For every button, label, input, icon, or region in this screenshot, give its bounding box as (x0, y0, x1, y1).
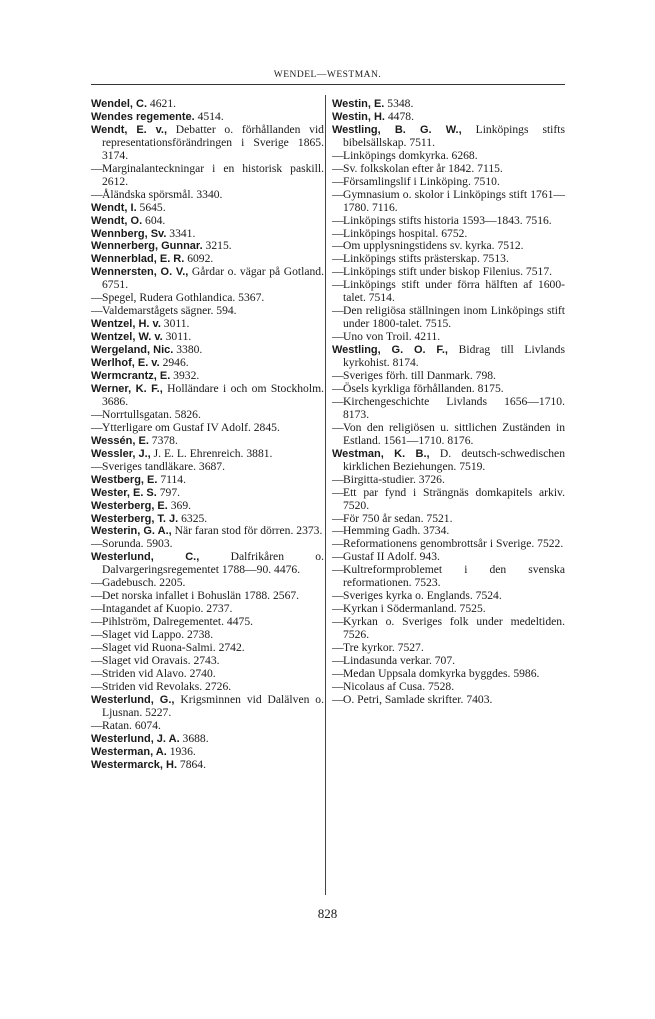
ditto-dash: — (332, 589, 344, 603)
ditto-dash: — (332, 304, 344, 318)
ditto-dash: — (332, 679, 344, 693)
entry-text: Ett par fynd i Strängnäs domkapitels arkiv. 7520. (343, 485, 565, 512)
entry-text: 6325. (178, 511, 208, 525)
ditto-dash: — (332, 641, 344, 655)
index-entry (91, 422, 324, 435)
entry-text: 3932. (170, 369, 200, 383)
index-entry (91, 163, 324, 189)
entry-text: Holländare i och om Stockholm. 3686. (102, 381, 324, 408)
entry-text: Sorunda. 5903. (102, 537, 173, 551)
ditto-dash: — (332, 148, 344, 162)
author-name: Wermcrantz, E. (91, 370, 171, 383)
entry-text: Församlingslif i Linköping. 7510. (343, 174, 500, 188)
index-entry (91, 461, 324, 474)
ditto-dash: — (332, 394, 344, 408)
entry-text: Kultreformproblemet i den svenska reformationen. 7523. (343, 563, 565, 590)
ditto-dash: — (91, 718, 103, 732)
entry-text: Gadebusch. 2205. (102, 576, 186, 590)
ditto-dash: — (332, 602, 344, 616)
entry-text: Striden vid Alavo. 2740. (102, 666, 216, 680)
author-name: Westman, K. B., (332, 447, 430, 460)
entry-text: Tre kyrkor. 7527. (343, 641, 424, 655)
entry-text: Linköpings domkyrka. 6268. (343, 148, 478, 162)
ditto-dash: — (332, 511, 344, 525)
ditto-dash: — (91, 291, 103, 305)
ditto-dash: — (332, 213, 344, 227)
entry-text: Linköpings stifts prästerskap. 7513. (343, 252, 509, 266)
author-name: Wendt, O. (91, 214, 143, 227)
header-rule (91, 84, 565, 85)
ditto-dash: — (332, 485, 344, 499)
ditto-dash: — (91, 628, 103, 642)
entry-text: 1936. (166, 744, 196, 758)
index-entry (91, 305, 324, 318)
index-entry (91, 474, 324, 487)
entry-text: När faran stod för dörren. 2373. (171, 524, 323, 538)
ditto-dash: — (91, 615, 103, 629)
index-entry (332, 189, 565, 215)
ditto-dash: — (91, 537, 103, 551)
author-name: Wendt, E. v., (91, 123, 168, 136)
entry-text: Gustaf II Adolf. 943. (343, 550, 440, 564)
entry-text: Pihlström, Dalregementet. 4475. (102, 615, 254, 629)
entry-text: Kyrkan i Södermanland. 7525. (343, 602, 486, 616)
ditto-dash: — (332, 330, 344, 344)
entry-text: Slaget vid Lappo. 2738. (102, 628, 214, 642)
author-name: Westling, G. O. F., (332, 344, 448, 357)
index-entry (91, 357, 324, 370)
entry-text: 4621. (147, 97, 177, 110)
index-entry (91, 746, 324, 759)
author-name: Westling, B. G. W., (332, 123, 462, 136)
index-entry (91, 694, 324, 720)
index-entry (332, 124, 565, 150)
index-entry (332, 616, 565, 642)
left-column (91, 98, 324, 772)
index-entry (91, 344, 324, 357)
entry-text: Spegel, Rudera Gothlandica. 5367. (102, 291, 265, 305)
ditto-dash: — (332, 615, 344, 629)
ditto-dash: — (332, 381, 344, 395)
entry-text: Uno von Troil. 4211. (343, 330, 441, 344)
author-name: Wennerblad, E. R. (91, 253, 185, 266)
author-name: Wester, E. S. (91, 486, 157, 499)
ditto-dash: — (332, 666, 344, 680)
author-name: Wendes regemente. (91, 110, 195, 123)
author-name: Westerberg, T. J. (91, 512, 179, 525)
ditto-dash: — (91, 576, 103, 590)
index-entry (91, 759, 324, 772)
entry-text: D. deutsch-schwedischen kirklichen Beziehungen. 7519. (343, 446, 565, 473)
author-name: Wendel, C. (91, 98, 148, 110)
entry-text: Von den religiösen u. sittlichen Zuständen in Estland. 1561—1710. 8176. (343, 420, 565, 447)
author-name: Wessén, E. (91, 434, 149, 447)
index-entry (91, 500, 324, 513)
ditto-dash: — (332, 278, 344, 292)
entry-text: Linköpings stifts bibelsällskap. 7511. (343, 122, 565, 149)
entry-text: Linköpings stifts historia 1593—1843. 7516. (343, 213, 552, 227)
column-divider (325, 95, 326, 895)
entry-text: Reformationens genombrottsår i Sverige. 7522. (343, 537, 564, 551)
entry-text: 7378. (148, 433, 178, 447)
author-name: Werlhof, E. v. (91, 357, 160, 370)
entry-text: Slaget vid Ruona-Salmi. 2742. (102, 641, 245, 655)
entry-text: Lindasunda verkar. 707. (343, 653, 456, 667)
entry-text: Valdemarstågets sägner. 594. (102, 304, 237, 318)
entry-text: Bidrag till Livlands kyrkohist. 8174. (343, 343, 565, 370)
entry-text: 4478. (384, 109, 414, 123)
running-header: WENDEL—WESTMAN. (273, 70, 382, 80)
entry-text: Om upplysningstidens sv. kyrka. 7512. (343, 239, 524, 253)
index-entry (91, 331, 324, 344)
entry-text: Det norska infallet i Bohuslän 1788. 2567. (102, 589, 300, 603)
index-entry (332, 396, 565, 422)
entry-text: Slaget vid Oravais. 2743. (102, 653, 220, 667)
entry-text: Nicolaus af Cusa. 7528. (343, 679, 455, 693)
entry-text: Debatter o. förhållanden vid representationsförändringen i Sverige 1865. 3174. (102, 122, 324, 162)
ditto-dash: — (332, 226, 344, 240)
author-name: Wennersten, O. V., (91, 266, 189, 279)
index-entry (332, 694, 565, 707)
index-entry (332, 344, 565, 370)
ditto-dash: — (332, 239, 344, 253)
author-name: Westin, E. (332, 98, 385, 110)
entry-text: 3011. (160, 317, 190, 331)
entry-text: Sveriges förh. till Danmark. 798. (343, 369, 496, 383)
ditto-dash: — (332, 550, 344, 564)
entry-text: För 750 år sedan. 7521. (343, 511, 453, 525)
index-entry (332, 305, 565, 331)
author-name: Westerman, A. (91, 745, 167, 758)
entry-text: 3011. (162, 330, 192, 344)
index-entry (332, 422, 565, 448)
index-entry (91, 124, 324, 163)
ditto-dash: — (91, 589, 103, 603)
entry-text: Sv. folkskolan efter år 1842. 7115. (343, 161, 503, 175)
entry-text: Gårdar o. vägar på Gotland. 6751. (102, 265, 324, 292)
ditto-dash: — (91, 679, 103, 693)
ditto-dash: — (332, 265, 344, 279)
right-column (332, 98, 565, 707)
entry-text: Ratan. 6074. (102, 718, 161, 732)
author-name: Westermarck, H. (91, 758, 178, 771)
ditto-dash: — (91, 187, 103, 201)
entry-text: 3380. (173, 343, 203, 357)
entry-text: 5645. (136, 200, 166, 214)
entry-text: Ösels kyrkliga förhållanden. 8175. (343, 381, 504, 395)
entry-text: O. Petri, Samlade skrifter. 7403. (343, 692, 493, 706)
entry-text: 797. (156, 485, 181, 499)
author-name: Westin, H. (332, 110, 385, 123)
ditto-dash: — (332, 563, 344, 577)
entry-text: Medan Uppsala domkyrka byggdes. 5986. (343, 666, 540, 680)
index-entry (91, 215, 324, 228)
entry-text: 3688. (179, 731, 209, 745)
index-entry (91, 266, 324, 292)
ditto-dash: — (332, 252, 344, 266)
author-name: Westerlund, G., (91, 693, 175, 706)
entry-text: 7864. (177, 757, 206, 771)
index-entry (332, 487, 565, 513)
index-entry (91, 487, 324, 500)
entry-text: Krigsminnen vid Dalälven o. Ljusnan. 5227. (102, 692, 324, 719)
author-name: Wessler, J., (91, 447, 151, 460)
entry-text: 3215. (202, 239, 232, 253)
entry-text: Den religiösa ställningen inom Linköpings stift under 1800-talet. 7515. (343, 304, 565, 331)
author-name: Wendt, I. (91, 201, 137, 214)
entry-text: 3341. (166, 226, 196, 240)
entry-text: Linköpings stift under biskop Filenius. 7517. (343, 265, 553, 279)
ditto-dash: — (91, 459, 103, 473)
entry-text: Linköpings stift under förra hälften af 1600-talet. 7514. (343, 278, 565, 305)
entry-text: Dalfrikåren o. Dalvargeringsregementet 1788—90. 4476. (102, 550, 324, 577)
entry-text: Hemming Gadh. 3734. (343, 524, 450, 538)
entry-text: Sveriges tandläkare. 3687. (102, 459, 225, 473)
entry-text: Linköpings hospital. 6752. (343, 226, 468, 240)
ditto-dash: — (91, 602, 103, 616)
entry-text: Birgitta-studier. 3726. (343, 472, 445, 486)
index-entry (332, 564, 565, 590)
author-name: Westerlund, J. A. (91, 732, 180, 745)
author-name: Westerlund, C., (91, 551, 200, 564)
author-name: Westberg, E. (91, 473, 158, 486)
entry-text: J. E. L. Ehrenreich. 3881. (150, 446, 273, 460)
entry-text: Ytterligare om Gustaf IV Adolf. 2845. (102, 420, 280, 434)
author-name: Wentzel, W. v. (91, 331, 163, 344)
index-entry (91, 189, 324, 202)
ditto-dash: — (332, 653, 344, 667)
entry-text: Striden vid Revolaks. 2726. (102, 679, 232, 693)
ditto-dash: — (332, 420, 344, 434)
author-name: Wennerberg, Gunnar. (91, 240, 203, 253)
entry-text: Sveriges kyrka o. Englands. 7524. (343, 589, 502, 603)
ditto-dash: — (91, 161, 103, 175)
entry-text: 6092. (184, 252, 214, 266)
ditto-dash: — (91, 666, 103, 680)
author-name: Westerberg, E. (91, 499, 168, 512)
author-name: Westerin, G. A., (91, 525, 172, 538)
ditto-dash: — (332, 174, 344, 188)
index-entry (91, 733, 324, 746)
ditto-dash: — (332, 692, 344, 706)
index-entry (332, 98, 565, 111)
entry-text: 5348. (384, 97, 414, 110)
ditto-dash: — (332, 369, 344, 383)
author-name: Werner, K. F., (91, 382, 163, 395)
ditto-dash: — (332, 187, 344, 201)
page-number: 828 (317, 906, 338, 921)
ditto-dash: — (91, 304, 103, 318)
ditto-dash: — (91, 641, 103, 655)
entry-text: Gymnasium o. skolor i Linköpings stift 1761—1780. 7116. (343, 187, 565, 214)
index-entry (332, 279, 565, 305)
entry-text: Norrtullsgatan. 5826. (102, 407, 201, 421)
author-name: Wennberg, Sv. (91, 227, 167, 240)
ditto-dash: — (91, 407, 103, 421)
entry-text: 4514. (194, 109, 224, 123)
ditto-dash: — (332, 524, 344, 538)
entry-text: 2946. (159, 356, 189, 370)
ditto-dash: — (91, 653, 103, 667)
index-entry (91, 383, 324, 409)
author-name: Wentzel, H. v. (91, 318, 161, 331)
author-name: Wergeland, Nic. (91, 344, 174, 357)
entry-text: Kirchengeschichte Livlands 1656—1710. 8173. (343, 394, 565, 421)
entry-text: 369. (167, 498, 192, 512)
index-entry (91, 202, 324, 215)
ditto-dash: — (332, 537, 344, 551)
ditto-dash: — (332, 472, 344, 486)
index-entry (332, 448, 565, 474)
ditto-dash: — (332, 161, 344, 175)
entry-text: 604. (142, 213, 166, 227)
index-entry (91, 551, 324, 577)
entry-text: Åländska spörsmål. 3340. (102, 187, 223, 201)
entry-text: Kyrkan o. Sveriges folk under medeltiden. 7526. (343, 615, 565, 642)
entry-text: Marginalanteckningar i en historisk paskill. 2612. (102, 161, 324, 188)
index-entry (91, 318, 324, 331)
ditto-dash: — (91, 420, 103, 434)
entry-text: Intagandet af Kuopio. 2737. (102, 602, 233, 616)
entry-text: 7114. (157, 472, 186, 486)
